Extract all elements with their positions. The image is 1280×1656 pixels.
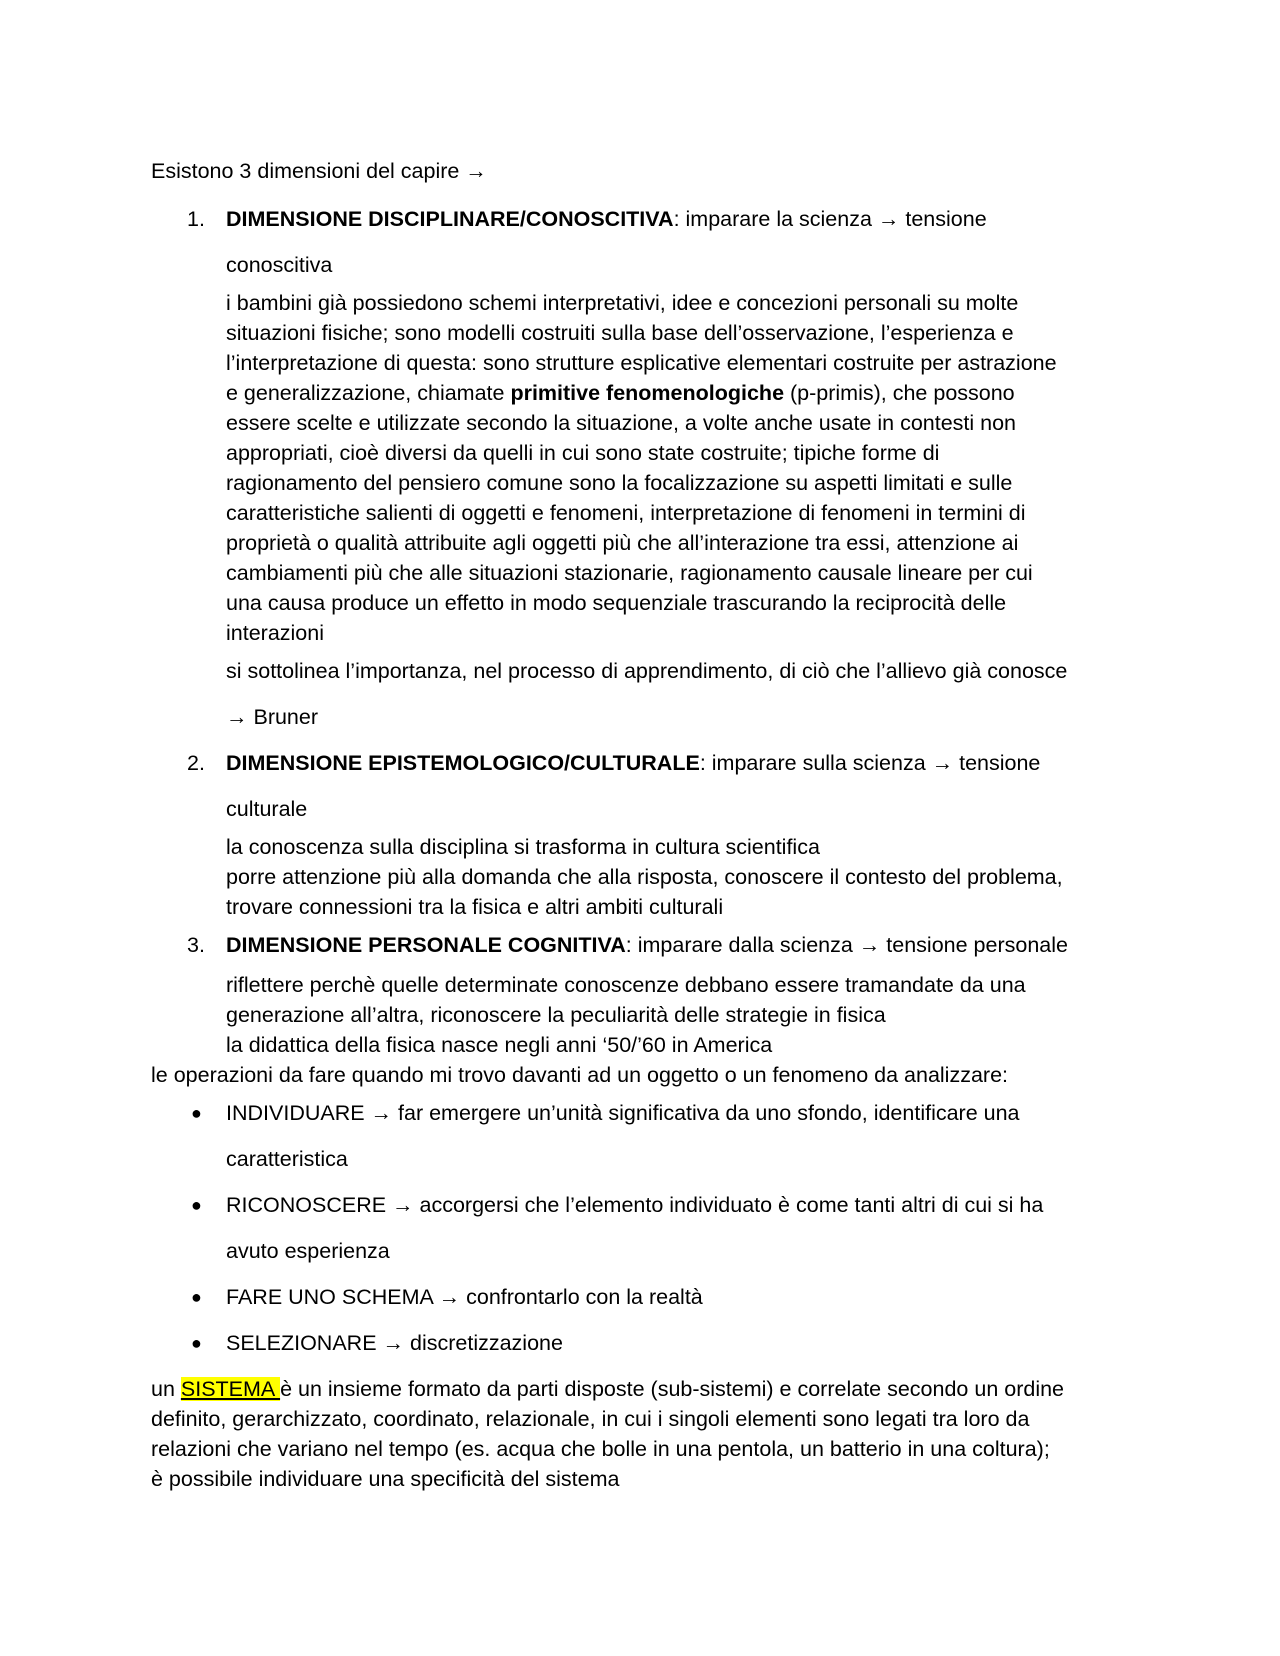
body-line: una causa produce un effetto in modo sequenziale trascurando la reciprocità delle xyxy=(226,591,1007,615)
body-line: trovare connessioni tra la fisica e altri ambiti culturali xyxy=(226,895,724,919)
body-line: porre attenzione più alla domanda che alla risposta, conoscere il contesto del problema, xyxy=(226,865,1063,889)
list-number: 2. xyxy=(187,751,205,775)
body-text: e generalizzazione, chiamate xyxy=(226,381,511,405)
list-item: SELEZIONARE → discretizzazione xyxy=(226,1331,563,1355)
body-line xyxy=(226,378,1015,408)
body-line: i bambini già possiedono schemi interpretativi, idee e concezioni personali su molte xyxy=(226,291,1019,315)
list-item: INDIVIDUARE → far emergere un’unità significativa da uno sfondo, identificare una xyxy=(226,1101,1020,1125)
dimension-heading xyxy=(226,204,987,234)
body-text: (p-primis), che possono xyxy=(784,381,1015,405)
list-item-cont: caratteristica xyxy=(226,1147,348,1171)
body-line: situazioni fisiche; sono modelli costruiti sulla base dell’osservazione, l’esperienza e xyxy=(226,321,1014,345)
bullet-icon: ● xyxy=(191,1287,202,1307)
body-line: l’interpretazione di questa: sono strutture esplicative elementari costruite per astrazione xyxy=(226,351,1057,375)
list-number: 3. xyxy=(187,933,205,957)
note-line: si sottolinea l’importanza, nel processo di apprendimento, di ciò che l’allievo già conosce xyxy=(226,659,1068,683)
dimension-description: : imparare sulla scienza → tensione xyxy=(699,751,1041,775)
body-line: proprietà o qualità attribuite agli oggetti più che all’interazione tra essi, attenzione ai xyxy=(226,531,1019,555)
dimension-heading xyxy=(226,748,1040,778)
system-paragraph xyxy=(151,1374,1064,1404)
dimension-description: : imparare dalla scienza → tensione personale xyxy=(625,933,1068,957)
body-text: un xyxy=(151,1377,181,1401)
body-line: cambiamenti più che alle situazioni stazionarie, ragionamento causale lineare per cui xyxy=(226,561,1033,585)
dimension-description: : imparare la scienza → tensione xyxy=(673,207,987,231)
body-line: generazione all’altra, riconoscere la peculiarità delle strategie in fisica xyxy=(226,1003,886,1027)
list-item-cont: avuto esperienza xyxy=(226,1239,390,1263)
list-item: FARE UNO SCHEMA → confrontarlo con la realtà xyxy=(226,1285,703,1309)
body-line: appropriati, cioè diversi da quelli in cui sono state costruite; tipiche forme di xyxy=(226,441,940,465)
dimension-title: DIMENSIONE EPISTEMOLOGICO/CULTURALE xyxy=(226,751,700,775)
dimension-description-cont: culturale xyxy=(226,797,308,821)
bullet-icon: ● xyxy=(191,1103,202,1123)
dimension-title: DIMENSIONE DISCIPLINARE/CONOSCITIVA xyxy=(226,207,674,231)
body-line: essere scelte e utilizzate secondo la situazione, a volte anche usate in contesti non xyxy=(226,411,1017,435)
body-text: è un insieme formato da parti disposte (sub-sistemi) e correlate secondo un ordine xyxy=(280,1377,1065,1401)
body-line: la conoscenza sulla disciplina si trasforma in cultura scientifica xyxy=(226,835,820,859)
body-line: la didattica della fisica nasce negli anni ‘50/’60 in America xyxy=(226,1033,773,1057)
bullet-icon: ● xyxy=(191,1195,202,1215)
body-line: ragionamento del pensiero comune sono la focalizzazione su aspetti limitati e sulle xyxy=(226,471,1013,495)
dimension-heading xyxy=(226,930,1068,960)
list-number: 1. xyxy=(187,207,205,231)
intro-text: Esistono 3 dimensioni del capire → xyxy=(151,159,487,183)
body-line: interazioni xyxy=(226,621,324,645)
body-line: riflettere perchè quelle determinate conoscenze debbano essere tramandate da una xyxy=(226,973,1026,997)
operations-intro: le operazioni da fare quando mi trovo davanti ad un oggetto o un fenomeno da analizzare: xyxy=(151,1063,1009,1087)
note-line: → Bruner xyxy=(226,705,319,729)
dimension-description-cont: conoscitiva xyxy=(226,253,333,277)
body-line: definito, gerarchizzato, coordinato, relazionale, in cui i singoli elementi sono legati tra loro da xyxy=(151,1407,1030,1431)
body-line: è possibile individuare una specificità del sistema xyxy=(151,1467,620,1491)
dimension-title: DIMENSIONE PERSONALE COGNITIVA xyxy=(226,933,626,957)
list-item: RICONOSCERE → accorgersi che l’elemento individuato è come tanti altri di cui si ha xyxy=(226,1193,1044,1217)
body-line: relazioni che variano nel tempo (es. acqua che bolle in una pentola, un batterio in una coltura); xyxy=(151,1437,1050,1461)
bullet-icon: ● xyxy=(191,1333,202,1353)
body-line: caratteristiche salienti di oggetti e fenomeni, interpretazione di fenomeni in termini di xyxy=(226,501,1026,525)
highlighted-term: SISTEMA xyxy=(180,1377,281,1401)
key-term: primitive fenomenologiche xyxy=(510,381,785,405)
